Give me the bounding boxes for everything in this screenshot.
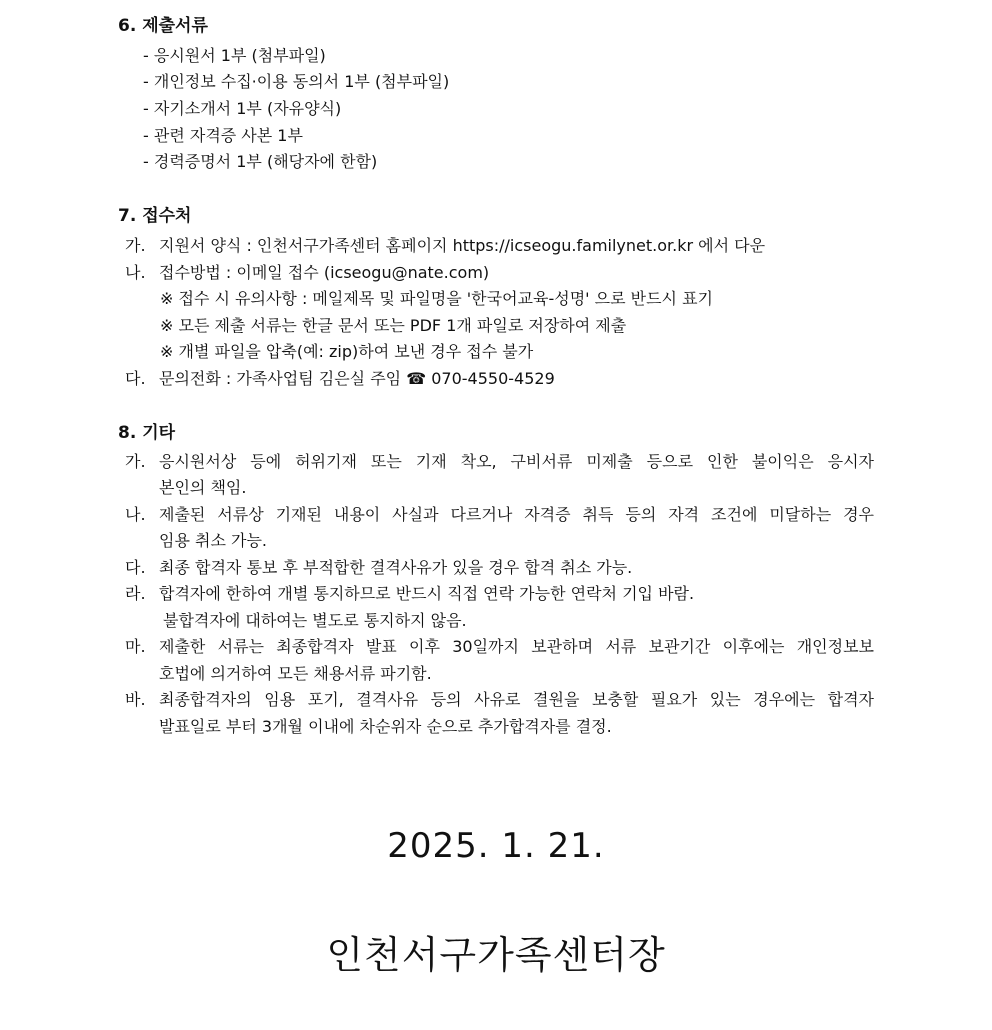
list-item	[125, 263, 489, 283]
item-marker: 나.	[125, 505, 146, 524]
item-text: 지원서 양식 : 인천서구가족센터 홈페이지 https://icseogu.familynet.or.kr 에서 다운	[159, 236, 766, 255]
item-text-continued: 호법에 의거하여 모든 채용서류 파기함.	[159, 664, 432, 683]
section-7-title: 7. 접수처	[118, 206, 192, 226]
signer-title: 인천서구가족센터장	[326, 933, 666, 977]
list-item: - 응시원서 1부 (첨부파일)	[143, 46, 326, 65]
item-text: 최종 합격자 통보 후 부적합한 결격사유가 있을 경우 합격 취소 가능.	[159, 558, 633, 577]
document-date: 2025. 1. 21.	[387, 826, 605, 866]
item-text: 합격자에 한하여 개별 통지하므로 반드시 직접 연락 가능한 연락처 기입 바람.	[159, 584, 695, 603]
section-6-title: 6. 제출서류	[118, 16, 208, 36]
note-item: ※ 접수 시 유의사항 : 메일제목 및 파일명을 '한국어교육-성명' 으로 반드시 표기	[160, 289, 713, 308]
list-item	[125, 369, 555, 389]
item-text: 최종합격자의 임용 포기, 결격사유 등의 사유로 결원을 보충할 필요가 있는 경우에는 합격자	[159, 690, 874, 709]
list-item: - 개인정보 수집·이용 동의서 1부 (첨부파일)	[143, 72, 450, 91]
section-8-title: 8. 기타	[118, 423, 176, 443]
item-marker: 다.	[125, 558, 146, 577]
item-text-continued: 발표일로 부터 3개월 이내에 차순위자 순으로 추가합격자를 결정.	[159, 717, 612, 736]
item-marker: 바.	[125, 690, 146, 709]
list-item	[125, 236, 765, 256]
item-marker: 나.	[125, 263, 146, 282]
note-item: ※ 모든 제출 서류는 한글 문서 또는 PDF 1개 파일로 저장하여 제출	[160, 316, 627, 335]
item-text-continued: 본인의 책임.	[159, 478, 247, 497]
list-item: - 경력증명서 1부 (해당자에 한함)	[143, 152, 378, 171]
item-text: 접수방법 : 이메일 접수 (icseogu@nate.com)	[159, 263, 490, 282]
item-text: 제출된 서류상 기재된 내용이 사실과 다르거나 자격증 취득 등의 자격 조건에 미달하는 경우	[159, 505, 874, 524]
item-marker: 마.	[125, 637, 146, 656]
item-marker: 가.	[125, 236, 146, 255]
item-marker: 가.	[125, 452, 146, 471]
item-text: 응시원서상 등에 허위기재 또는 기재 착오, 구비서류 미제출 등으로 인한 불이익은 응시자	[159, 452, 874, 471]
item-text-continued: 임용 취소 가능.	[159, 531, 267, 550]
item-text-continued: 불합격자에 대하여는 별도로 통지하지 않음.	[163, 611, 467, 630]
item-text: 문의전화 : 가족사업팀 김은실 주임 ☎ 070-4550-4529	[159, 369, 555, 388]
item-marker: 다.	[125, 369, 146, 388]
item-marker: 라.	[125, 584, 146, 603]
list-item: - 관련 자격증 사본 1부	[143, 126, 303, 145]
item-text: 제출한 서류는 최종합격자 발표 이후 30일까지 보관하며 서류 보관기간 이후에는 개인정보보	[159, 637, 874, 656]
note-item: ※ 개별 파일을 압축(예: zip)하여 보낸 경우 접수 불가	[160, 342, 534, 361]
list-item: - 자기소개서 1부 (자유양식)	[143, 99, 342, 118]
